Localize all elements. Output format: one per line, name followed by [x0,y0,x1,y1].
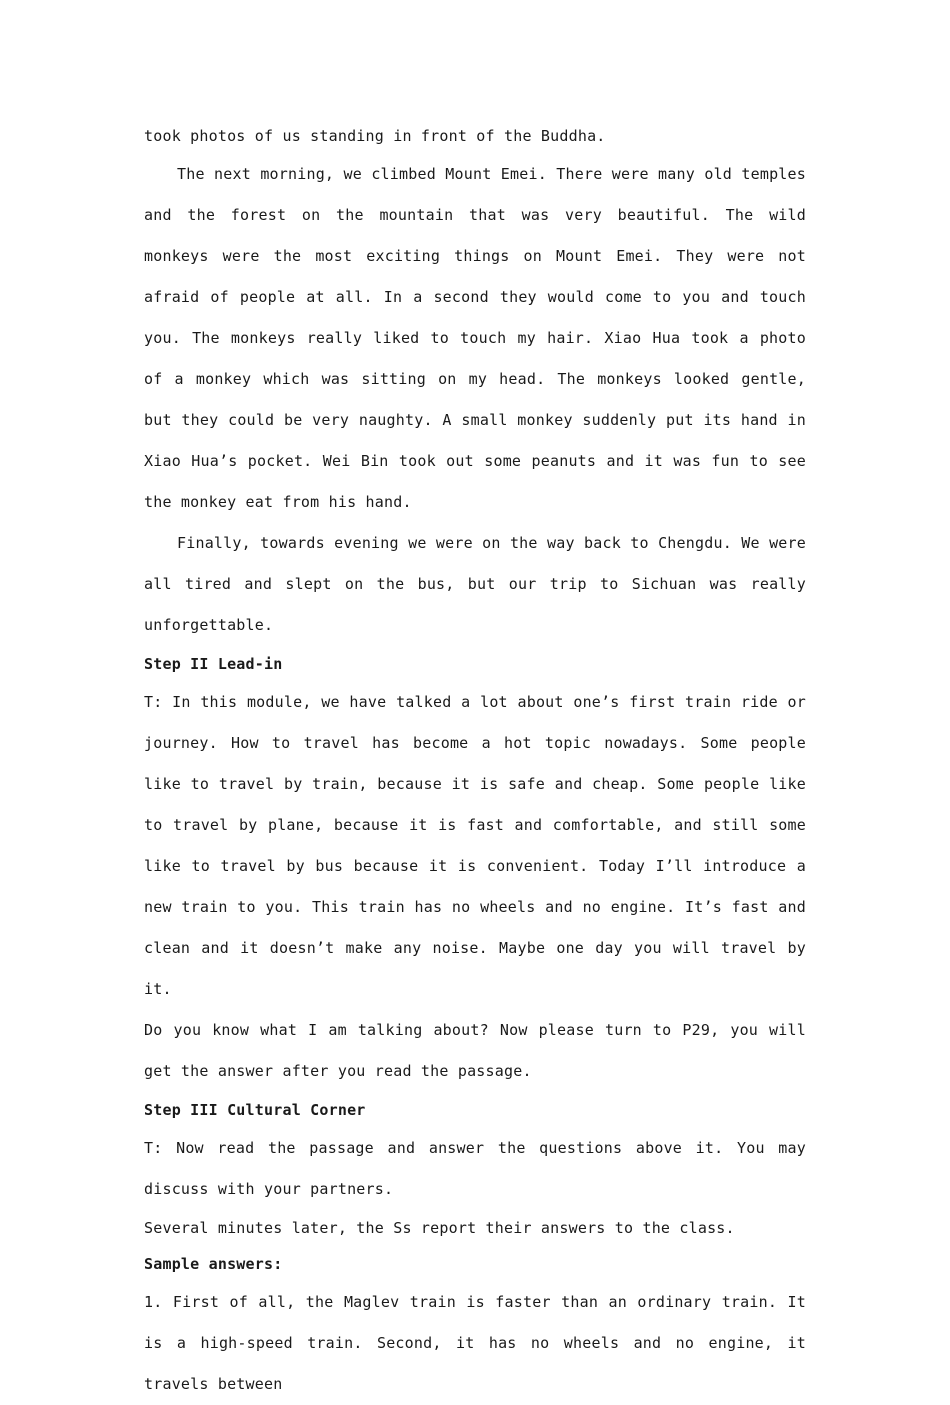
paragraph-buddha-photo: took photos of us standing in front of the Buddha. [144,127,606,145]
paragraph-question-p29: Do you know what I am talking about? Now please turn to P29, you will get the answer after you read the passage. [144,1021,806,1080]
paragraph-answer-1: 1. First of all, the Maglev train is faster than an ordinary train. It is a high-speed train. Second, it has no wheels and no engine, it travels between [144,1293,806,1393]
heading-sample-answers: Sample answers: [144,1255,283,1273]
paragraph-read-passage: T: Now read the passage and answer the questions above it. You may discuss with your partners. [144,1139,806,1198]
paragraph-mount-emei: The next morning, we climbed Mount Emei. There were many old temples and the forest on the mountain that was very beautiful. The wild monkeys were the most exciting things on Mount Emei. They were not afraid of people at all. In a second they would come to you and touch you. The monkeys really liked to touch my hair. Xiao Hua took a photo of a monkey which was sitting on my head. The monkeys looked gentle, but they could be very naughty. A small monkey suddenly put its hand in Xiao Hua’s pocket. Wei Bin took out some peanuts and it was fun to see the monkey eat from his hand. [144,165,806,511]
document-page [144,118,806,1405]
paragraph-lead-in: T: In this module, we have talked a lot about one’s first train ride or journey. How to travel has become a hot topic nowadays. Some people like to travel by train, because it is safe and cheap. Some people like to travel by plane, because it is fast and comfortable, and still some like to travel by bus because it is convenient. Today I’ll introduce a new train to you. This train has no wheels and no engine. It’s fast and clean and it doesn’t make any noise. Maybe one day you will travel by it. [144,693,806,998]
heading-step-2: Step II Lead-in [144,655,283,673]
paragraph-ss-report: Several minutes later, the Ss report their answers to the class. [144,1219,735,1237]
heading-step-3: Step III Cultural Corner [144,1101,366,1119]
paragraph-return-chengdu: Finally, towards evening we were on the way back to Chengdu. We were all tired and slept on the bus, but our trip to Sichuan was really unforgettable. [144,534,806,634]
